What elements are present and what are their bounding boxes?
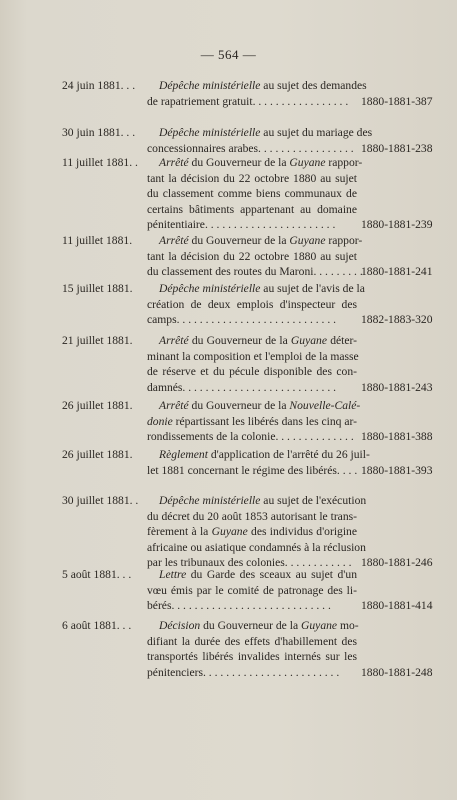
text: de réserve et du pécule disponible des con-: [147, 365, 357, 379]
text: au sujet de l'exécution: [260, 494, 367, 507]
entry-reference: 1880-1881-388: [361, 430, 433, 444]
description-line: [147, 349, 357, 365]
description-line: [147, 312, 357, 328]
description-line: [147, 125, 373, 141]
italic-text: Décision: [159, 619, 201, 632]
description-line: [147, 264, 363, 280]
entry-reference: 1880-1881-393: [361, 463, 433, 477]
entry-date: 26 juillet 1881.: [62, 399, 133, 412]
text: des individus d'origine: [247, 525, 357, 539]
description-line: [147, 155, 363, 171]
description-line: [147, 567, 357, 583]
text: pénitenciers. . . . . . . . . . . . . . . . . . . . . . . .: [147, 665, 340, 679]
entry-reference: 1880-1881-246: [361, 556, 433, 570]
description-line: [147, 509, 357, 525]
entry-date: 30 juin 1881. . .: [62, 126, 136, 139]
description-line: [147, 249, 357, 265]
italic-text: Dépêche ministérielle: [159, 494, 261, 507]
text: camps. . . . . . . . . . . . . . . . . . . . . . . . . . . .: [147, 313, 337, 327]
description-line: [147, 94, 357, 110]
text: rappor-: [325, 156, 363, 169]
text: du décret du 20 août 1853 autorisant le trans-: [147, 509, 357, 523]
text: tant la décision du 22 octobre 1880 au sujet: [147, 171, 357, 185]
description-line: [147, 524, 357, 540]
text: pénitentiaire. . . . . . . . . . . . . . . . . . . . . . .: [147, 218, 336, 232]
italic-text: Guyane: [211, 525, 248, 539]
text: création de deux emplois d'inspecteur des: [147, 297, 357, 311]
text: du Gouverneur de la: [188, 234, 290, 247]
text: du Gouverneur de la: [188, 399, 290, 412]
description-line: [147, 217, 357, 233]
description-line: [147, 202, 357, 218]
italic-text: Dépêche ministérielle: [159, 282, 261, 295]
italic-text: donie: [147, 414, 173, 428]
page-number: — 564 —: [200, 47, 257, 62]
text: du Gouverneur de la: [200, 619, 301, 632]
entry-description: [147, 398, 361, 445]
entry-reference: 1880-1881-238: [361, 141, 433, 155]
text: certains bâtiments appartenant au domaine: [147, 202, 357, 216]
text: du Gouverneur de la: [188, 156, 290, 169]
text: de rapatriement gratuit. . . . . . . . . . . . . . . . .: [147, 94, 349, 108]
description-line: [147, 333, 357, 349]
text: let 1881 concernant le régime des libérés. . . .: [147, 463, 358, 477]
entry-description: [147, 125, 373, 156]
text: difiant la durée des effets d'habillement des: [147, 634, 357, 648]
description-line: [147, 429, 357, 445]
italic-text: Arrêté: [159, 234, 189, 247]
description-line: [147, 583, 357, 599]
text: du Gouverneur de la: [188, 334, 291, 347]
text: mo-: [337, 619, 359, 632]
description-line: [147, 493, 367, 509]
description-line: [147, 618, 357, 634]
text: par les tribunaux des colonies. . . . . . . . . . . .: [147, 556, 352, 570]
italic-text: Arrêté: [159, 156, 189, 169]
description-line: [147, 186, 357, 202]
description-line: [147, 649, 357, 665]
italic-text: Guyane: [290, 334, 327, 347]
description-line: [147, 171, 357, 187]
text: au sujet de l'avis de la: [260, 282, 365, 295]
entry-reference: 1880-1881-248: [361, 665, 433, 679]
entry-date: 26 juillet 1881.: [62, 448, 133, 461]
italic-text: Arrêté: [159, 334, 189, 347]
entry-date: 11 juillet 1881.: [62, 234, 133, 247]
text: tant la décision du 22 octobre 1880 au sujet: [147, 249, 357, 263]
text: transportés libérés invalides internés sur les: [147, 650, 357, 664]
entry-description: [147, 78, 367, 109]
description-line: [147, 414, 357, 430]
text: concessionnaires arabes. . . . . . . . . . . . . . . . .: [147, 141, 354, 155]
description-line: [147, 78, 367, 94]
description-line: [147, 540, 366, 556]
text: africaine ou asiatique condamnés à la réclusion: [147, 540, 366, 554]
italic-text: Arrêté: [159, 399, 189, 412]
italic-text: Dépêche ministérielle: [159, 79, 261, 92]
description-line: [147, 297, 357, 313]
entry-reference: 1880-1881-387: [361, 94, 433, 108]
entry-description: [147, 618, 357, 680]
entry-date: 24 juin 1881. . .: [62, 79, 136, 92]
description-line: [147, 634, 357, 650]
text: du Garde des sceaux au sujet d'un: [186, 568, 357, 581]
description-line: [147, 398, 361, 414]
italic-text: Guyane: [301, 619, 338, 632]
description-line: [147, 447, 370, 463]
entry-date: 30 juillet 1881. .: [62, 494, 139, 507]
entry-reference: 1880-1881-241: [361, 265, 433, 279]
entry-description: [147, 233, 363, 280]
description-line: [147, 380, 357, 396]
italic-text: Dépêche ministérielle: [159, 126, 261, 139]
entry-reference: 1882-1883-320: [361, 313, 433, 327]
text: répartissant les libérés dans les cinq ar-: [172, 414, 358, 428]
text: du classement comme biens communaux de: [147, 187, 357, 201]
italic-text: Nouvelle-Calé-: [289, 399, 361, 412]
text: d'application de l'arrêté du 26 juil-: [207, 448, 370, 461]
entry-reference: 1880-1881-239: [361, 218, 433, 232]
entry-description: [147, 155, 363, 233]
description-line: [147, 233, 363, 249]
text: au sujet des demandes: [260, 79, 367, 92]
text: fèrement à la: [147, 525, 212, 539]
text: rappor-: [325, 234, 363, 247]
text: damnés. . . . . . . . . . . . . . . . . . . . . . . . . . .: [147, 380, 337, 394]
entry-date: 5 août 1881. . .: [62, 568, 132, 581]
description-line: [147, 141, 357, 157]
italic-text: Règlement: [159, 448, 208, 461]
entry-description: [147, 493, 367, 571]
entry-reference: 1880-1881-243: [361, 380, 433, 394]
description-line: [147, 463, 357, 479]
text: au sujet du mariage des: [260, 126, 373, 139]
italic-text: Guyane: [289, 156, 326, 169]
text: vœu émis par le comité de patronage des li-: [147, 583, 357, 597]
entry-reference: 1880-1881-414: [361, 599, 433, 613]
text: rondissements de la colonie. . . . . . . . . . . . . .: [147, 430, 354, 444]
entry-description: [147, 281, 365, 328]
description-line: [147, 364, 357, 380]
entry-date: 11 juillet 1881. .: [62, 156, 138, 169]
entry-date: 21 juillet 1881.: [62, 334, 133, 347]
text: déter-: [326, 334, 357, 347]
entry-date: 6 août 1881. . .: [62, 619, 132, 632]
entry-description: [147, 447, 370, 478]
text: minant la composition et l'emploi de la masse: [147, 349, 359, 363]
italic-text: Guyane: [289, 234, 326, 247]
italic-text: Lettre: [159, 568, 187, 581]
text: bérés. . . . . . . . . . . . . . . . . . . . . . . . . . . .: [147, 599, 331, 613]
entry-date: 15 juillet 1881.: [62, 282, 133, 295]
description-line: [147, 281, 365, 297]
entry-description: [147, 333, 357, 395]
text: du classement des routes du Maroni. . . . . . . . .: [147, 265, 363, 279]
description-line: [147, 598, 357, 614]
description-line: [147, 665, 357, 681]
entry-description: [147, 567, 357, 614]
